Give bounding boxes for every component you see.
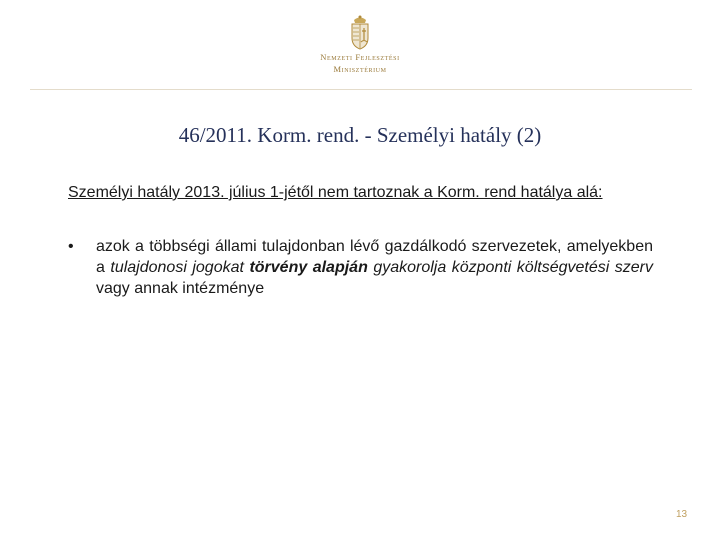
bullet-text-italic-budget-organ: gyakorolja központi költségvetési szerv (373, 259, 653, 276)
ministry-logo (300, 14, 420, 94)
intro-paragraph: Személyi hatály 2013. július 1-jétől nem tartoznak a Korm. rend hatálya alá: (68, 184, 603, 201)
header-divider (30, 89, 692, 90)
page-number: 13 (676, 509, 688, 520)
slide-title: 46/2011. Korm. rend. - Személyi hatály (2) (178, 123, 542, 147)
hungarian-coat-of-arms-icon (347, 14, 373, 50)
bullet-text-end: vagy annak intézménye (96, 280, 265, 297)
ministry-name-line2: Minisztérium (333, 64, 387, 74)
bullet-text (96, 236, 653, 299)
bullet-item (68, 236, 653, 299)
ministry-name-line1: Nemzeti Fejlesztési (320, 52, 400, 62)
bullet-text-plain: azok a többségi állami tulajdonban lévő gazdálkodó szervezetek, amelyekben a (96, 238, 653, 276)
bullet-marker: • (68, 238, 74, 255)
bullet-text-bold-by-law: törvény alapján (249, 259, 368, 276)
bullet-text-italic-owner-rights: tulajdonosi jogokat (110, 259, 244, 276)
